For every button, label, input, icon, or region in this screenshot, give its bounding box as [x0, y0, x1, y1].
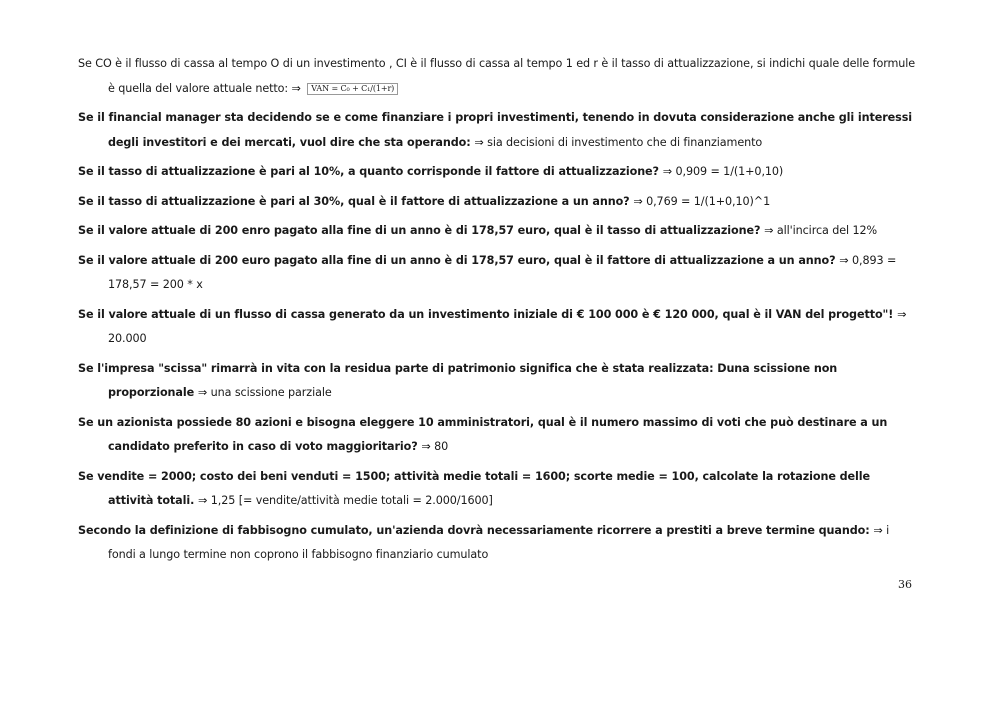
question-text: Se vendite = 2000; costo dei beni venduti = 1500; attività medie totali = 1600; scorte medie = 100, calcolate la rotazione delle attività totali.: [78, 469, 870, 507]
question-text: Se il tasso di attualizzazione è pari al 10%, a quanto corrisponde il fattore di attualizzazione?: [78, 165, 663, 178]
question-item: [78, 160, 918, 185]
answer-text: ⇒ 0,909 = 1/(1+0,10): [662, 165, 784, 178]
question-item: [78, 190, 918, 215]
answer-text: ⇒ i fondi a lungo termine non coprono il fabbisogno finanziario cumulato: [108, 523, 890, 561]
question-item: [78, 357, 918, 406]
answer-text: ⇒ 1,25 [= vendite/attività medie totali = 2.000/1600]: [198, 494, 493, 507]
answer-text: ⇒ all'incirca del 12%: [764, 224, 878, 237]
answer-text: ⇒ 80: [421, 440, 449, 453]
question-item: [78, 219, 918, 244]
document-body: [78, 52, 918, 573]
question-item: [78, 465, 918, 514]
question-text: Se il tasso di attualizzazione è pari al 30%, qual è il fattore di attualizzazione a un anno?: [78, 194, 634, 208]
page-number: 36: [898, 578, 912, 591]
question-item: [78, 106, 918, 155]
answer-text: ⇒ una scissione parziale: [197, 386, 332, 399]
question-item: [78, 249, 918, 298]
formula-image: VAN = C₀ + C₁/(1+r): [307, 83, 398, 95]
question-text: Secondo la definizione di fabbisogno cumulato, un'azienda dovrà necessariamente ricorrere a prestiti a breve termine quando:: [78, 523, 874, 537]
answer-text: ⇒ 0,769 = 1/(1+0,10)^1: [633, 194, 771, 208]
question-item: [78, 519, 918, 568]
question-text: Se CO è il flusso di cassa al tempo O di un investimento , CI è il flusso di cassa al tempo 1 ed r è il tasso di attualizzazione, si indichi quale delle formule è quella del valore attuale netto: ⇒: [78, 57, 916, 95]
answer-text: ⇒ 0,893 = 178,57 = 200 * x: [108, 253, 897, 291]
question-item: [78, 303, 918, 352]
question-item: [78, 411, 918, 460]
question-text: Se il valore attuale di 200 euro pagato alla fine di un anno è di 178,57 euro, qual è il fattore di attualizzazione a un anno?: [78, 253, 840, 267]
question-text: Se il valore attuale di 200 enro pagato alla fine di un anno è di 178,57 euro, qual è il tasso di attualizzazione?: [78, 224, 765, 237]
question-text: Se un azionista possiede 80 azioni e bisogna eleggere 10 amministratori, qual è il numero massimo di voti che può destinare a un candidato preferito in caso di voto maggioritario?: [78, 415, 888, 453]
question-text: Se il financial manager sta decidendo se e come finanziare i propri investimenti, tenendo in dovuta considerazione anche gli interessi degli investitori e dei mercati, vuol dire che sta operando:: [78, 111, 912, 149]
question-text: Se il valore attuale di un flusso di cassa generato da un investimento iniziale di € 100 000 è € 120 000, qual è il VAN del progetto"!: [78, 307, 898, 321]
answer-text: ⇒ 20.000: [108, 307, 907, 345]
answer-text: ⇒ sia decisioni di investimento che di finanziamento: [474, 135, 763, 149]
question-text: Se l'impresa "scissa" rimarrà in vita con la residua parte di patrimonio significa che è stata realizzata: Duna scissione non proporzionale: [78, 361, 838, 399]
question-item: [78, 52, 918, 101]
